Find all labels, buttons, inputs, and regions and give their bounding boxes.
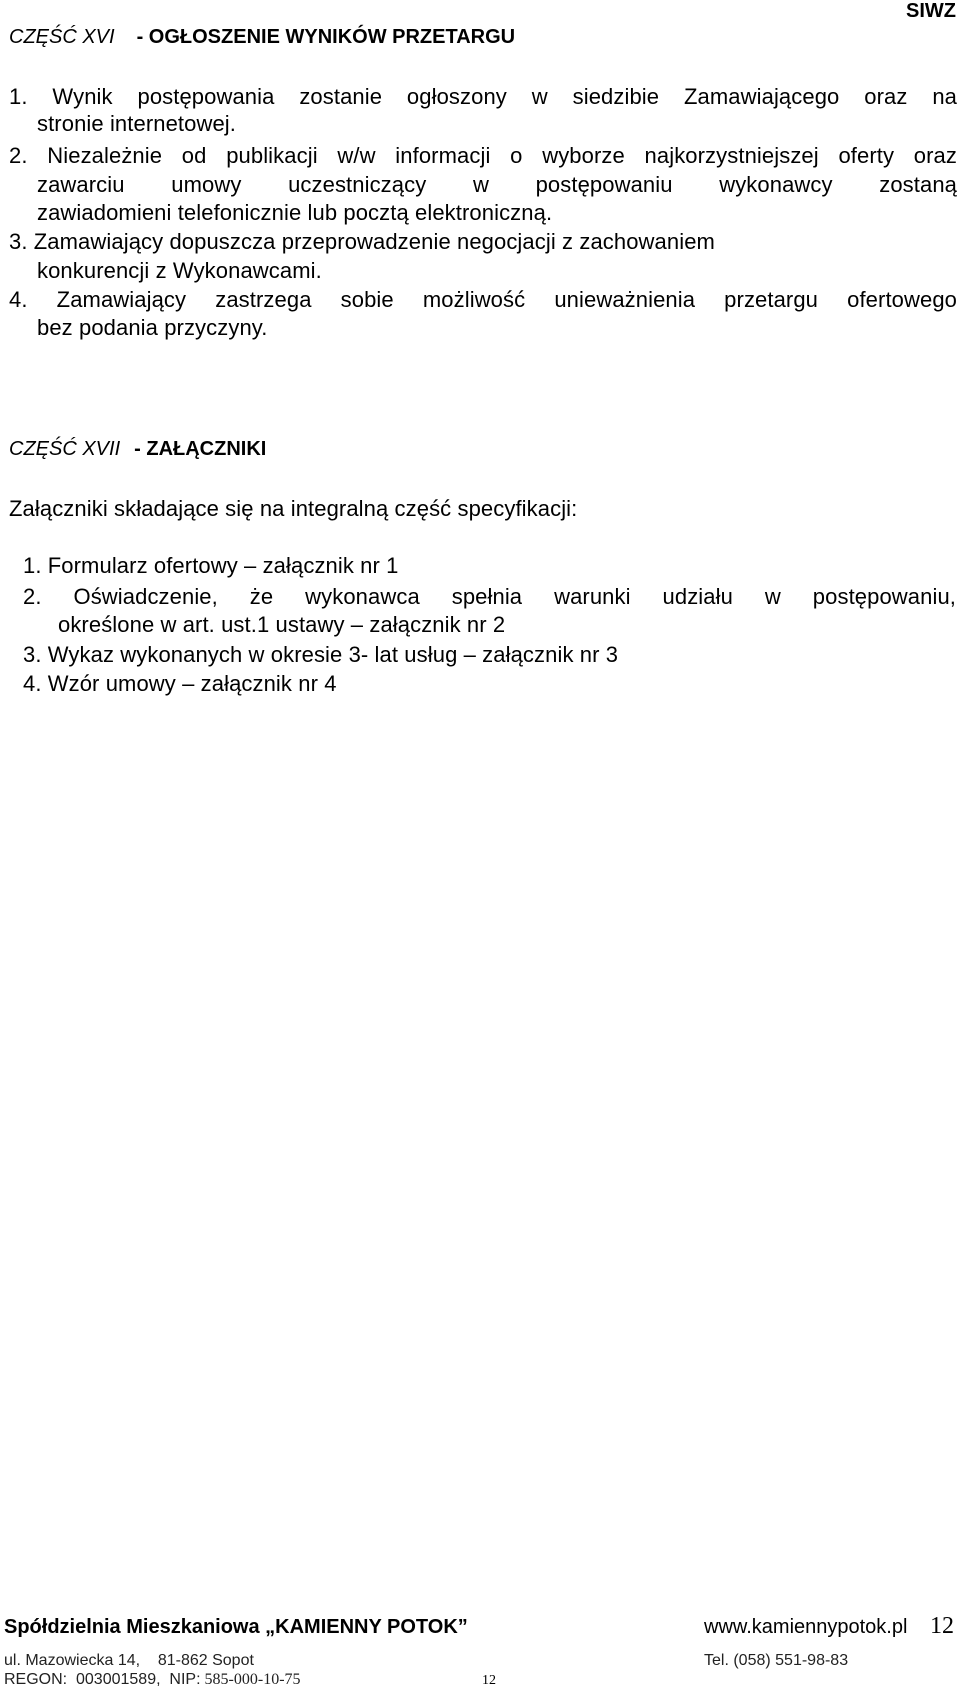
footer-nip-number: 585-000-10-75	[200, 1671, 301, 1688]
attachment-item-3: 3. Wykaz wykonanych w okresie 3- lat usług – załącznik nr 3	[23, 642, 619, 667]
section-16-heading	[9, 26, 515, 49]
footer-regon-label: REGON: 003001589, NIP:	[4, 1671, 201, 1688]
footer-regon	[4, 1671, 301, 1689]
attachment-item-1: 1. Formularz ofertowy – załącznik nr 1	[23, 553, 399, 578]
section-16-item-1-line-1: 1. Wynik postępowania zostanie ogłoszony w siedzibie Zamawiającego oraz na	[9, 84, 957, 109]
footer-website: www.kamiennypotok.pl	[704, 1616, 908, 1638]
footer-page-number-small: 12	[482, 1673, 496, 1688]
section-16-item-4-line-1: 4. Zamawiający zastrzega sobie możliwość unieważnienia przetargu ofertowego	[9, 287, 957, 312]
section-16-item-4-line-2: bez podania przyczyny.	[37, 315, 268, 340]
section-17-heading	[9, 438, 266, 461]
section-16-item-2-line-2: zawarciu umowy uczestniczący w postępowaniu wykonawcy zostaną	[37, 172, 957, 197]
section-16-item-2-line-1: 2. Niezależnie od publikacji w/w informacji o wyborze najkorzystniejszej oferty oraz	[9, 143, 957, 168]
section-16-item-3-line-2: konkurencji z Wykonawcami.	[37, 258, 322, 283]
footer-page-number: 12	[930, 1613, 954, 1639]
attachment-item-2-line-1: 2. Oświadczenie, że wykonawca spełnia warunki udziału w postępowaniu,	[23, 584, 956, 609]
section-16-item-3-line-1: 3. Zamawiający dopuszcza przeprowadzenie negocjacji z zachowaniem	[9, 229, 715, 254]
section-16-item-1-line-2: stronie internetowej.	[37, 111, 236, 136]
section-17-intro: Załączniki składające się na integralną część specyfikacji:	[9, 496, 578, 521]
section-17-part: CZĘŚĆ XVII	[9, 438, 121, 460]
section-16-title: - OGŁOSZENIE WYNIKÓW PRZETARGU	[136, 26, 516, 48]
section-17-title: - ZAŁĄCZNIKI	[134, 438, 267, 460]
document-tag: SIWZ	[906, 0, 956, 22]
footer-address: ul. Mazowiecka 14, 81-862 Sopot	[4, 1652, 254, 1669]
section-16-item-2-line-3: zawiadomieni telefonicznie lub pocztą elektroniczną.	[37, 200, 553, 225]
footer-phone: Tel. (058) 551-98-83	[704, 1652, 849, 1669]
footer-company-name: Spółdzielnia Mieszkaniowa „KAMIENNY POTOK”	[4, 1616, 468, 1638]
attachment-item-2-line-2: określone w art. ust.1 ustawy – załącznik nr 2	[58, 612, 506, 637]
section-16-part: CZĘŚĆ XVI	[9, 26, 115, 48]
attachment-item-4: 4. Wzór umowy – załącznik nr 4	[23, 671, 337, 696]
